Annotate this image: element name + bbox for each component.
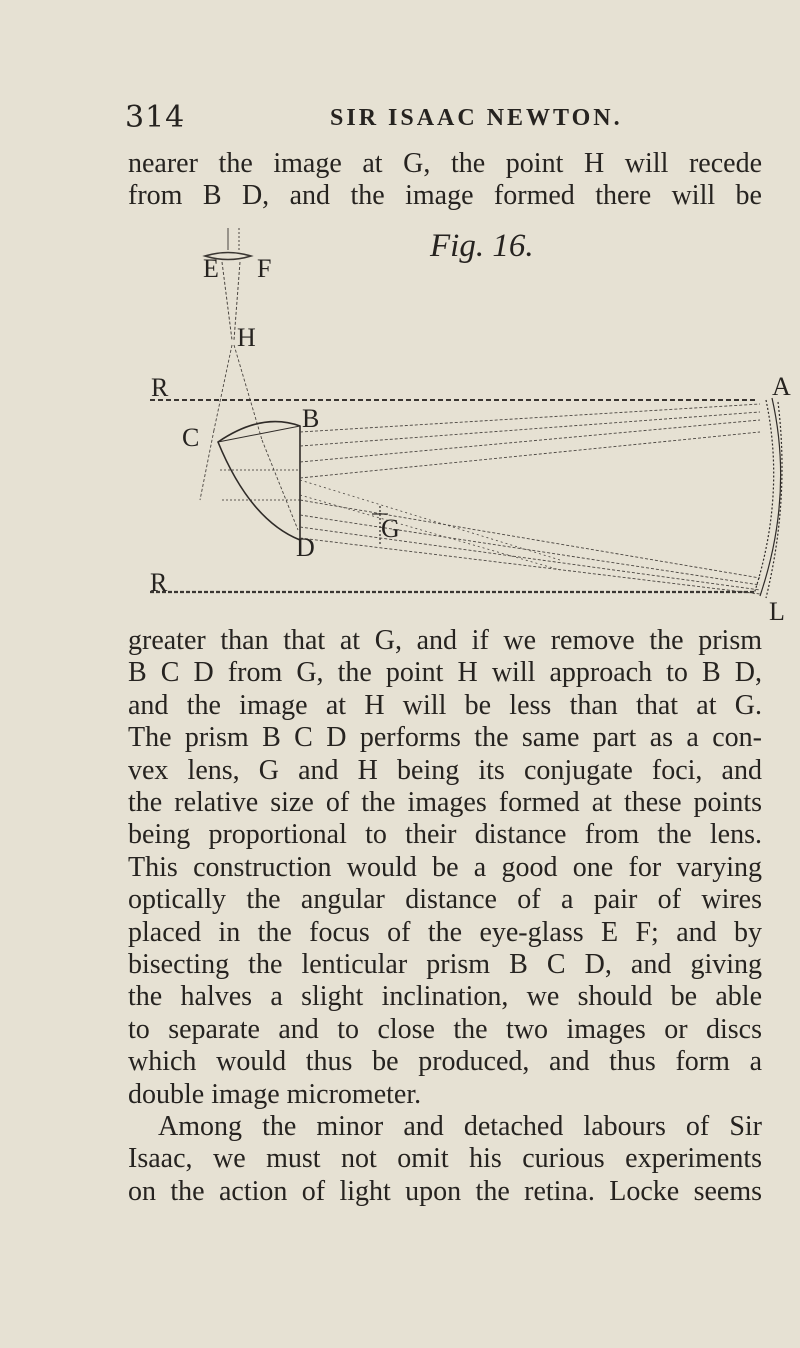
text-line: bisecting the lenticular prism B C D, and giving xyxy=(128,949,762,981)
text-line: nearer the image at G, the point H will recede xyxy=(128,148,762,179)
text-line: the halves a slight inclination, we should be able xyxy=(128,981,762,1013)
text-line: This construction would be a good one for varying xyxy=(128,851,762,883)
label-l: L xyxy=(769,597,785,620)
label-r-top: R xyxy=(151,373,169,402)
text-line: being proportional to their distance from the lens. xyxy=(128,819,762,851)
text-line: which would thus be produced, and thus form a xyxy=(128,1046,762,1078)
prism-bcd xyxy=(218,422,300,540)
ray-fan xyxy=(300,404,760,594)
text-line: and the image at H will be less than that at G. xyxy=(128,689,762,721)
label-d: D xyxy=(296,533,315,562)
text-line: to separate and to close the two images or discs xyxy=(128,1013,762,1045)
object-al xyxy=(754,398,782,598)
running-head: SIR ISAAC NEWTON. xyxy=(330,105,623,131)
text-line: double image micrometer. xyxy=(128,1078,422,1110)
text-line: from B D, and the image formed there will be xyxy=(128,180,762,212)
label-g: G xyxy=(381,514,400,543)
text-line: greater than that at G, and if we remove the prism xyxy=(128,625,762,656)
text-line: placed in the focus of the eye-glass E F; and by xyxy=(128,916,762,948)
text-line: Isaac, we must not omit his curious experiments xyxy=(128,1143,762,1175)
label-c: C xyxy=(182,423,200,452)
text-line: B C D from G, the point H will approach to B D, xyxy=(128,657,762,689)
label-e: E xyxy=(203,254,219,283)
label-h: H xyxy=(237,323,256,352)
text-line: Among the minor and detached labours of Sir xyxy=(158,1111,762,1142)
page-number: 314 xyxy=(125,100,186,135)
figure-diagram xyxy=(0,0,800,620)
figure-caption: Fig. 16. xyxy=(430,228,534,264)
label-a: A xyxy=(772,372,791,401)
text-line: optically the angular distance of a pair of wires xyxy=(128,884,762,916)
label-r-bottom: R xyxy=(150,568,168,597)
ray-fan-lower xyxy=(300,480,560,570)
label-f: F xyxy=(257,254,272,283)
text-line: on the action of light upon the retina. Locke seems xyxy=(128,1175,762,1207)
converging-rays xyxy=(200,345,298,530)
text-line: The prism B C D performs the same part as a con- xyxy=(128,722,762,754)
text-line: vex lens, G and H being its conjugate foci, and xyxy=(128,754,762,786)
label-b: B xyxy=(302,404,320,433)
paragraph-last xyxy=(128,1111,762,1208)
paragraph-main xyxy=(128,625,762,1111)
text-line: the relative size of the images formed at these points xyxy=(128,787,762,819)
